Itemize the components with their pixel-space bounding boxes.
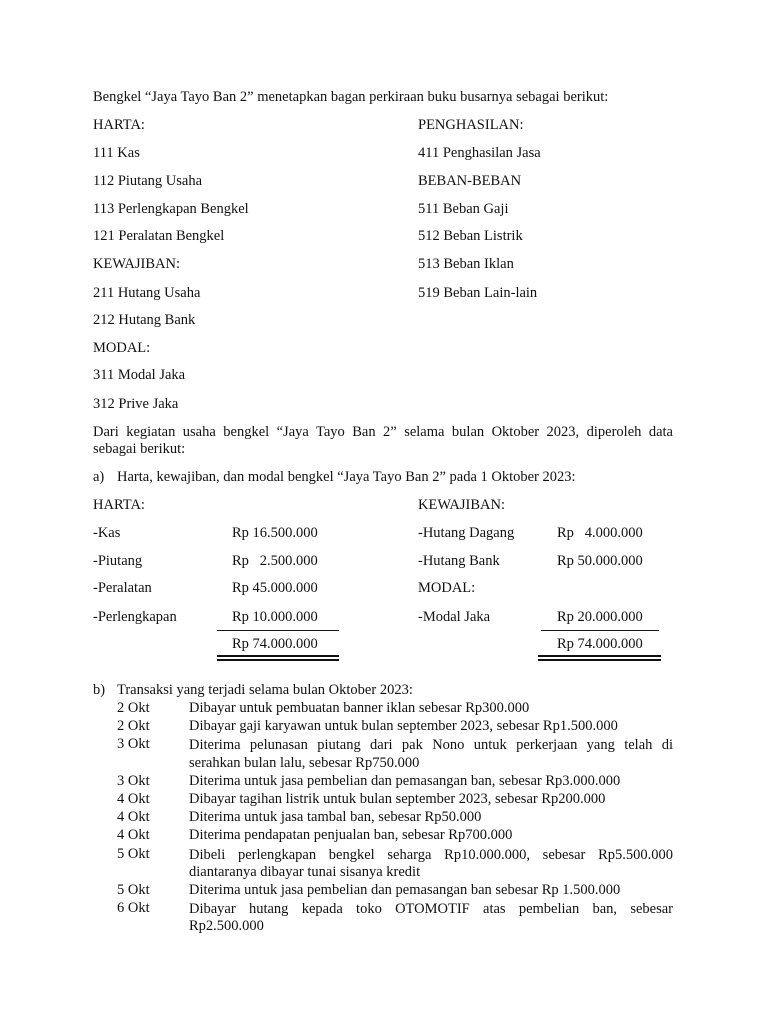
transaction-date: 6 Okt — [117, 900, 150, 917]
asset-name: -Kas — [93, 525, 121, 541]
liability-name: -Hutang Dagang — [418, 525, 515, 541]
account-heading-penghasilan: PENGHASILAN: — [418, 117, 524, 133]
account-item: 112 Piutang Usaha — [93, 173, 203, 189]
account-heading-harta: HARTA: — [93, 117, 145, 133]
liability-amount: Rp 50.000.000 — [557, 553, 643, 569]
transaction-date: 2 Okt — [117, 700, 150, 716]
paragraph-line: Dari kegiatan usaha bengkel “Jaya Tayo Ban 2” selama bulan Oktober 2023, diperoleh data — [93, 424, 673, 440]
transaction-date: 5 Okt — [117, 882, 150, 898]
transaction-description: Dibayar untuk pembuatan banner iklan sebesar Rp300.000 — [189, 700, 530, 716]
asset-amount: Rp 10.000.000 — [232, 609, 318, 625]
total-double-rule — [217, 655, 339, 657]
asset-amount: Rp 45.000.000 — [232, 580, 318, 596]
subtotal-rule — [217, 630, 339, 631]
transaction-description: Dibayar hutang kepada toko OTOMOTIF atas pembelian ban, sebesar — [189, 901, 673, 918]
account-item: 113 Perlengkapan Bengkel — [93, 201, 249, 217]
account-item: 111 Kas — [93, 145, 140, 161]
transaction-date: 4 Okt — [117, 791, 150, 807]
transaction-description: Diterima untuk jasa tambal ban, sebesar Rp50.000 — [189, 809, 482, 826]
transaction-date: 4 Okt — [117, 827, 150, 844]
transaction-description: serahkan bulan lalu, sebesar Rp750.000 — [189, 754, 420, 771]
asset-name: -Peralatan — [93, 580, 152, 596]
liability-amount: Rp 4.000.000 — [557, 525, 643, 541]
account-item: 513 Beban Iklan — [418, 256, 514, 272]
equity-amount: Rp 20.000.000 — [557, 609, 643, 625]
asset-amount: Rp 16.500.000 — [232, 525, 318, 541]
total-double-rule — [538, 659, 661, 661]
section-a-title: Harta, kewajiban, dan modal bengkel “Jaya Tayo Ban 2” pada 1 Oktober 2023: — [117, 469, 576, 485]
account-heading-kewajiban: KEWAJIBAN: — [93, 256, 180, 272]
transaction-description: Diterima untuk jasa pembelian dan pemasangan ban sebesar Rp 1.500.000 — [189, 882, 621, 898]
account-item: 212 Hutang Bank — [93, 312, 196, 328]
transaction-description: Rp2.500.000 — [189, 918, 264, 935]
transaction-date: 3 Okt — [117, 772, 150, 789]
section-b-title: Transaksi yang terjadi selama bulan Oktober 2023: — [117, 682, 413, 698]
account-item: 511 Beban Gaji — [418, 201, 509, 217]
account-item: 311 Modal Jaka — [93, 367, 186, 383]
asset-amount: Rp 2.500.000 — [232, 553, 318, 569]
total-double-rule — [217, 659, 339, 661]
account-item: 512 Beban Listrik — [418, 228, 523, 244]
equity-header: MODAL: — [418, 580, 476, 596]
liabilities-header: KEWAJIBAN: — [418, 497, 505, 513]
transaction-description: Dibeli perlengkapan bengkel seharga Rp10.000.000, sebesar Rp5.500.000 — [189, 846, 673, 863]
transaction-description: Diterima pendapatan penjualan ban, sebesar Rp700.000 — [189, 827, 513, 844]
liability-name: -Hutang Bank — [418, 553, 500, 569]
transaction-description: Dibayar gaji karyawan untuk bulan september 2023, sebesar Rp1.500.000 — [189, 718, 618, 735]
transaction-date: 4 Okt — [117, 809, 150, 826]
right-total: Rp 74.000.000 — [557, 636, 643, 652]
section-b-label: b) — [93, 682, 106, 698]
equity-name: -Modal Jaka — [418, 609, 491, 625]
account-item: 211 Hutang Usaha — [93, 285, 201, 301]
transaction-description: Dibayar tagihan listrik untuk bulan september 2023, sebesar Rp200.000 — [189, 791, 606, 807]
paragraph-line: sebagai berikut: — [93, 441, 186, 457]
assets-total: Rp 74.000.000 — [232, 636, 318, 652]
transaction-date: 5 Okt — [117, 845, 150, 862]
account-item: 411 Penghasilan Jasa — [418, 145, 541, 161]
account-item: 121 Peralatan Bengkel — [93, 228, 225, 244]
section-a-label: a) — [93, 469, 105, 485]
transaction-date: 2 Okt — [117, 718, 150, 735]
assets-header: HARTA: — [93, 497, 145, 513]
asset-name: -Piutang — [93, 553, 143, 569]
account-item: 519 Beban Lain-lain — [418, 285, 538, 301]
transaction-description: Diterima untuk jasa pembelian dan pemasangan ban, sebesar Rp3.000.000 — [189, 772, 621, 789]
account-heading-modal: MODAL: — [93, 340, 151, 356]
subtotal-rule — [541, 630, 659, 631]
transaction-date: 3 Okt — [117, 736, 150, 753]
transaction-description: Diterima pelunasan piutang dari pak Nono untuk perkerjaan yang telah di — [189, 737, 673, 754]
account-heading-beban: BEBAN-BEBAN — [418, 173, 522, 189]
asset-name: -Perlengkapan — [93, 609, 177, 625]
account-item: 312 Prive Jaka — [93, 396, 179, 412]
transaction-description: diantaranya dibayar tunai sisanya kredit — [189, 863, 421, 880]
intro-text: Bengkel “Jaya Tayo Ban 2” menetapkan bagan perkiraan buku busarnya sebagai berikut: — [93, 89, 609, 105]
total-double-rule — [538, 655, 661, 657]
